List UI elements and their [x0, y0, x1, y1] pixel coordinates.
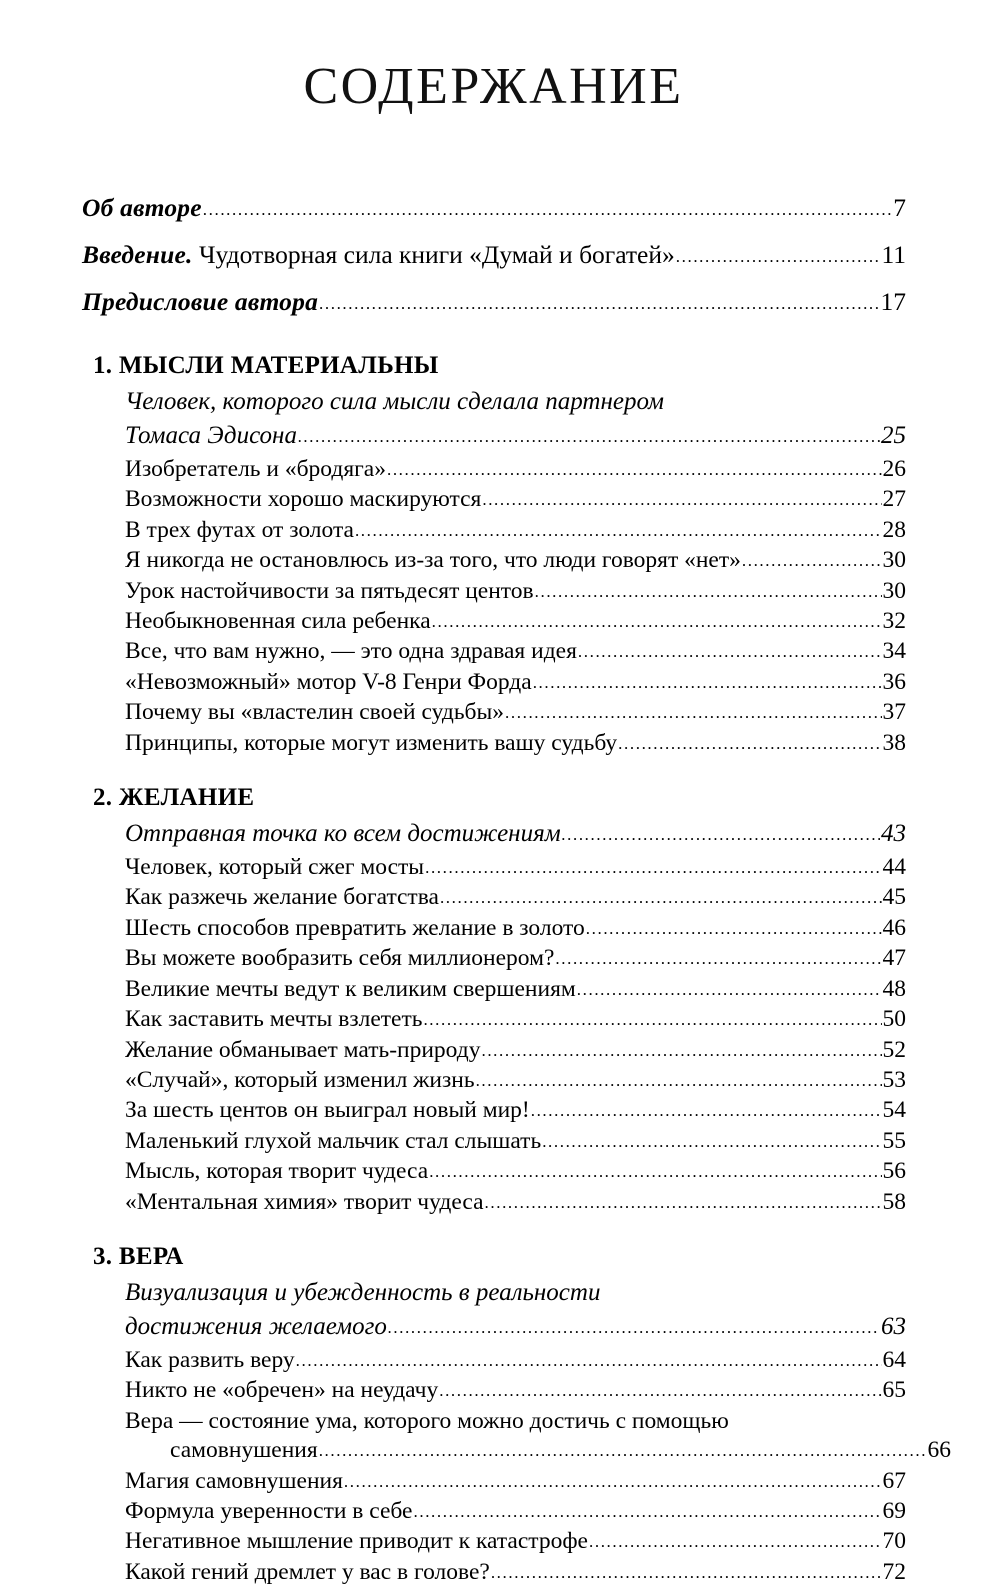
- toc-entry[interactable]: [125, 516, 906, 546]
- page-number: 66: [927, 1437, 951, 1464]
- dot-leader: [505, 698, 881, 727]
- page-number: 58: [882, 1188, 906, 1215]
- toc-entry[interactable]: [125, 883, 906, 913]
- chapter-subtitle[interactable]: [82, 385, 906, 455]
- toc-entry-label: Необыкновенная сила ребенка: [125, 608, 431, 635]
- dot-leader: [476, 1066, 882, 1095]
- page-number: 32: [882, 608, 906, 635]
- dot-leader: [423, 1005, 881, 1034]
- page-number: 43: [881, 820, 906, 848]
- page-number: 28: [882, 516, 906, 543]
- toc-entry[interactable]: [125, 455, 906, 485]
- dot-leader: [355, 516, 882, 545]
- dot-leader: [440, 883, 882, 912]
- dot-leader: [387, 455, 882, 484]
- chapter-subtitle-line: Томаса Эдисона: [125, 422, 297, 449]
- toc-entry[interactable]: [125, 485, 906, 515]
- toc-entry[interactable]: [125, 1346, 906, 1376]
- dot-leader: [344, 1467, 882, 1496]
- chapter-subtitle-line: Визуализация и убежденность в реальности: [125, 1278, 601, 1306]
- front-matter-list: [82, 186, 906, 327]
- dot-leader: [742, 546, 882, 575]
- toc-entry[interactable]: [125, 1376, 906, 1406]
- chapter-subtitle[interactable]: [82, 817, 906, 853]
- toc-entry-label: Все, что вам нужно, — это одна здравая идея: [125, 638, 577, 665]
- toc-entry[interactable]: [125, 1036, 906, 1066]
- chapter-entries: [82, 455, 906, 759]
- toc-entry[interactable]: [125, 1157, 906, 1187]
- dot-leader: [485, 1188, 882, 1217]
- page-number: 64: [882, 1346, 906, 1373]
- page-number: 55: [882, 1127, 906, 1154]
- chapter-section: [82, 1240, 951, 1588]
- page-number: 46: [882, 914, 906, 941]
- toc-entry-label: Желание обманывает мать-природу: [125, 1036, 481, 1063]
- toc-entry[interactable]: [82, 233, 906, 280]
- toc-entry[interactable]: [125, 1066, 906, 1096]
- toc-entry-label: самовнушения: [170, 1437, 318, 1464]
- page-number: 63: [881, 1312, 906, 1340]
- dot-leader: [578, 637, 882, 666]
- toc-entry[interactable]: [125, 546, 906, 576]
- page-number: 30: [882, 547, 906, 574]
- page-number: 7: [893, 193, 906, 222]
- toc-entry[interactable]: [125, 698, 906, 728]
- dot-leader: [203, 188, 892, 232]
- toc-entry-label: [82, 280, 318, 324]
- dot-leader: [439, 1376, 881, 1405]
- dot-leader: [555, 944, 881, 973]
- toc-entry-label: Человек, который сжег мосты: [125, 854, 425, 881]
- chapter-entries: [82, 1346, 951, 1588]
- toc-entry-label: За шесть центов он выиграл новый мир!: [125, 1097, 530, 1124]
- page-number: 30: [882, 577, 906, 604]
- toc-entry-label: Шесть способов превратить желание в золото: [125, 914, 585, 941]
- page-number: 54: [882, 1097, 906, 1124]
- toc-entry[interactable]: [125, 914, 906, 944]
- toc-entry-label: Какой гений дремлет у вас в голове?: [125, 1558, 490, 1585]
- dot-leader: [481, 1036, 881, 1065]
- page-number: 48: [882, 975, 906, 1002]
- chapter-subtitle-row: [125, 817, 906, 853]
- toc-entry-label: Никто не «обречен» на неудачу: [125, 1377, 439, 1404]
- page-number: 69: [882, 1497, 906, 1524]
- chapter-list: [82, 349, 951, 1588]
- page-number: 38: [882, 729, 906, 756]
- toc-entry[interactable]: [125, 944, 906, 974]
- page-number: 36: [882, 668, 906, 695]
- chapter-subtitle-line: Человек, которого сила мысли сделала партнером: [125, 388, 664, 415]
- toc-entry-label: [82, 186, 202, 230]
- toc-entry-label: Маленький глухой мальчик стал слышать: [125, 1127, 542, 1154]
- toc-entry[interactable]: [125, 1467, 906, 1497]
- toc-entry-label: «Невозможный» мотор V-8 Генри Форда: [125, 668, 532, 695]
- toc-entry-label: Возможности хорошо маскируются: [125, 486, 482, 513]
- dot-leader: [562, 818, 880, 852]
- chapter-subtitle-line: достижения желаемого: [125, 1312, 387, 1340]
- toc-content: [82, 186, 951, 1588]
- toc-entry-lead: Предисловие автора: [82, 287, 319, 316]
- toc-entry-label: Я никогда не остановлюсь из-за того, что люди говорят «нет»: [125, 547, 741, 574]
- toc-entry-label: Как развить веру: [125, 1346, 295, 1373]
- dot-leader: [542, 1127, 881, 1156]
- toc-entry-label: Почему вы «властелин своей судьбы»: [125, 699, 505, 726]
- toc-entry[interactable]: [82, 186, 906, 233]
- dot-leader: [531, 1096, 882, 1125]
- dot-leader: [319, 282, 879, 326]
- page-title: СОДЕРЖАНИЕ: [303, 58, 684, 115]
- page-number: 11: [881, 240, 906, 269]
- toc-entry-label[interactable]: Вера — состояние ума, которого можно достичь с помощью: [125, 1407, 729, 1434]
- chapter-section: [82, 781, 906, 1218]
- toc-entry[interactable]: [125, 853, 906, 883]
- page-number: 56: [882, 1158, 906, 1185]
- page-number: 17: [880, 287, 906, 316]
- dot-leader: [319, 1436, 927, 1465]
- toc-entry[interactable]: [125, 1096, 906, 1126]
- dot-leader: [589, 1527, 882, 1556]
- page-number: 70: [882, 1528, 906, 1555]
- dot-leader: [676, 235, 881, 279]
- dot-leader: [414, 1497, 882, 1526]
- chapter-subtitle-row: [125, 1310, 906, 1346]
- toc-entry-label: Как заставить мечты взлететь: [125, 1006, 423, 1033]
- toc-entry-label: Урок настойчивости за пятьдесят центов: [125, 577, 534, 604]
- page-number: 52: [882, 1036, 906, 1063]
- dot-leader: [535, 577, 882, 606]
- toc-entry-lead: Об авторе: [82, 193, 202, 222]
- page-number: 50: [882, 1006, 906, 1033]
- toc-entry-label: Принципы, которые могут изменить вашу судьбу: [125, 729, 618, 756]
- chapter-heading[interactable]: 1. МЫСЛИ МАТЕРИАЛЬНЫ: [93, 352, 439, 379]
- chapter-heading[interactable]: 2. ЖЕЛАНИЕ: [93, 784, 255, 812]
- toc-entry-label: Негативное мышление приводит к катастрофе: [125, 1528, 588, 1555]
- dot-leader: [425, 853, 881, 882]
- toc-entry[interactable]: [125, 637, 906, 667]
- dot-leader: [491, 1558, 882, 1587]
- toc-entry-rest: Чудотворная сила книги «Думай и богатей»: [192, 240, 675, 269]
- page-number: 26: [882, 456, 906, 482]
- toc-entry-label: Магия самовнушения: [125, 1467, 343, 1494]
- page-number: 44: [882, 854, 906, 881]
- toc-entry-label: Как разжечь желание богатства: [125, 884, 439, 911]
- toc-entry[interactable]: [125, 1127, 906, 1157]
- toc-entry[interactable]: [125, 577, 906, 607]
- chapter-entries: [82, 853, 906, 1218]
- toc-entry-label: «Ментальная химия» творит чудеса: [125, 1188, 484, 1215]
- toc-entry[interactable]: [125, 1188, 906, 1218]
- dot-leader: [429, 1157, 881, 1186]
- toc-entry[interactable]: [125, 1497, 906, 1527]
- dot-leader: [432, 607, 882, 636]
- dot-leader: [388, 1311, 880, 1345]
- toc-entry[interactable]: [125, 607, 906, 637]
- toc-entry-label: Великие мечты ведут к великим свершениям: [125, 975, 576, 1002]
- chapter-subtitle-row: [125, 419, 906, 455]
- page-number: 25: [881, 422, 906, 449]
- dot-leader: [533, 668, 882, 697]
- toc-entry-lead: Введение.: [82, 240, 193, 269]
- chapter-heading[interactable]: 3. ВЕРА: [93, 1242, 184, 1270]
- toc-entry-label: Вы можете вообразить себя миллионером?: [125, 945, 555, 972]
- toc-entry-label: Мысль, которая творит чудеса: [125, 1158, 429, 1185]
- page-number: 67: [882, 1467, 906, 1494]
- dot-leader: [586, 914, 882, 943]
- toc-entry-label: [82, 233, 675, 277]
- page-number: 72: [882, 1558, 906, 1585]
- dot-leader: [618, 729, 881, 758]
- toc-entry[interactable]: [82, 280, 906, 327]
- toc-entry-label: В трех футах от золота: [125, 516, 354, 543]
- page-number: 53: [882, 1066, 906, 1093]
- dot-leader: [482, 485, 881, 514]
- chapter-subtitle[interactable]: [82, 1276, 906, 1346]
- page-number: 47: [882, 945, 906, 972]
- dot-leader: [577, 975, 882, 1004]
- chapter-section: [82, 349, 906, 759]
- page-number: 27: [882, 486, 906, 513]
- dot-leader: [296, 1346, 882, 1375]
- toc-entry[interactable]: [125, 1527, 906, 1557]
- page-number: 34: [882, 638, 906, 665]
- toc-entry[interactable]: [125, 975, 906, 1005]
- toc-entry[interactable]: [125, 668, 906, 698]
- chapter-subtitle-line: Отправная точка ко всем достижениям: [125, 820, 561, 848]
- toc-entry[interactable]: [125, 729, 906, 759]
- toc-entry-label: Формула уверенности в себе: [125, 1497, 413, 1524]
- toc-entry[interactable]: [125, 1005, 906, 1035]
- toc-entry-label: «Случай», который изменил жизнь: [125, 1066, 475, 1093]
- page-number: 65: [882, 1377, 906, 1404]
- page-number: 37: [882, 699, 906, 726]
- toc-entry-label: Изобретатель и «бродяга»: [125, 456, 386, 482]
- page-number: 45: [882, 884, 906, 911]
- toc-entry[interactable]: [125, 1436, 951, 1466]
- dot-leader: [298, 420, 880, 454]
